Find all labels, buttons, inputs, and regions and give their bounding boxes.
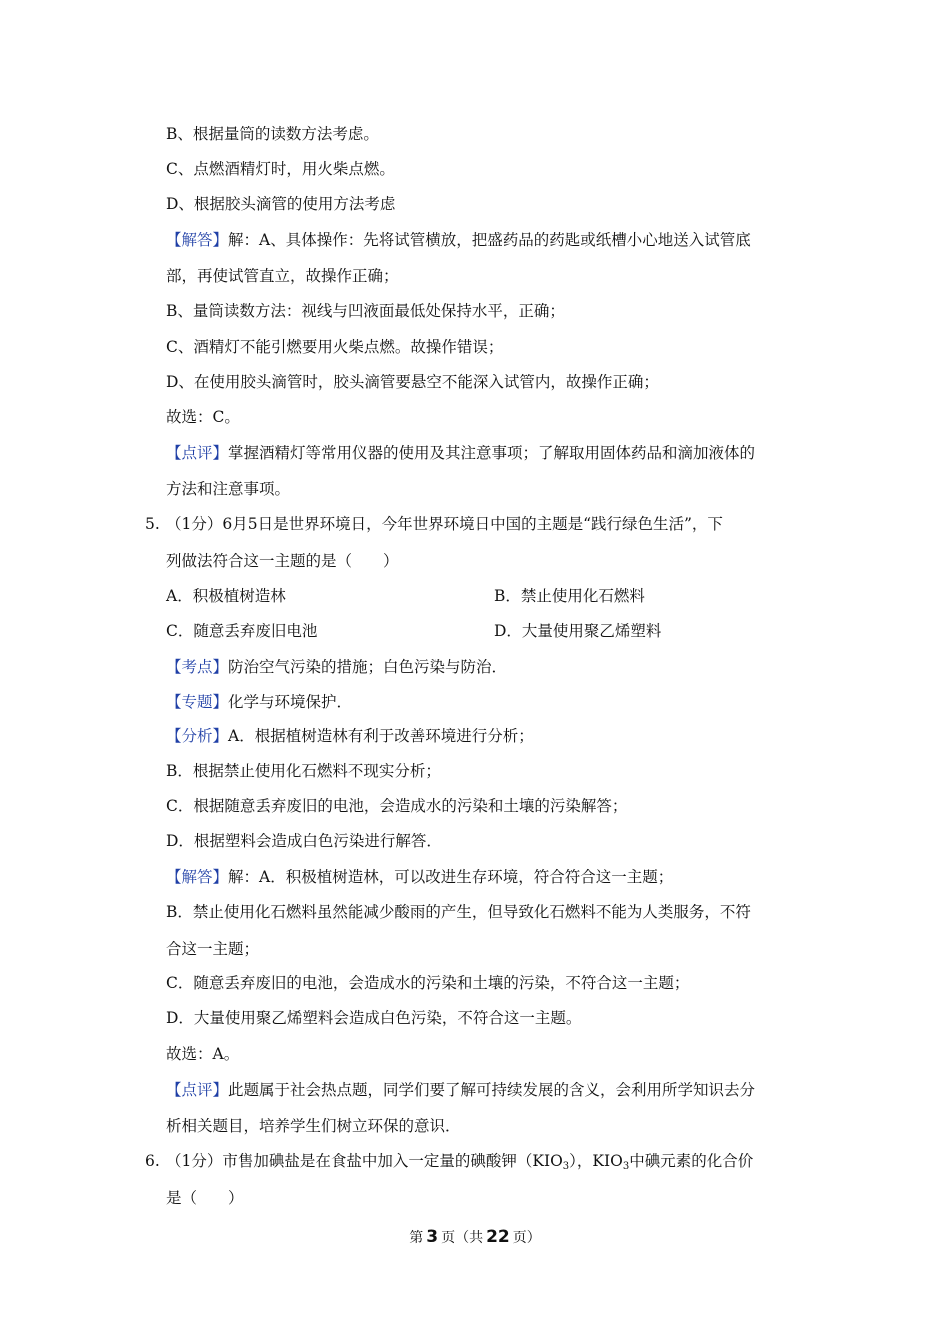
q5-review-line-2: 析相关题目，培养学生们树立环保的意识． (166, 1117, 461, 1135)
q4-review-line-1 (166, 443, 755, 463)
answer-text: 解：A．积极植树造林，可以改进生存环境，符合符合这一主题； (228, 868, 674, 886)
subscript: 3 (562, 1161, 570, 1172)
q4-answer-line-5: D、在使用胶头滴管时，胶头滴管要悬空不能深入试管内，故操作正确； (166, 373, 659, 391)
q6-stem-line-1 (145, 1151, 753, 1171)
kaodian-tag: 【考点】 (166, 658, 229, 676)
q4-choice: 故选：C。 (166, 408, 240, 426)
answer-tag: 【解答】 (166, 868, 229, 886)
answer-tag: 【解答】 (166, 231, 229, 249)
q5-option-b: B．禁止使用化石燃料 (494, 587, 645, 605)
review-tag: 【点评】 (166, 1081, 229, 1099)
stem-text-b: ），KIO (569, 1152, 623, 1170)
fenxi-text: A．根据植树造林有利于改善环境进行分析； (228, 727, 534, 745)
q5-answer-line-3: 合这一主题； (166, 940, 260, 958)
stem-text-c: 中碘元素的化合价 (629, 1152, 754, 1170)
fenxi-tag: 【分析】 (166, 727, 229, 745)
q5-fenxi-line-2: B．根据禁止使用化石燃料不现实分析； (166, 762, 441, 780)
zhuanti-text: 化学与环境保护． (228, 693, 353, 711)
q5-fenxi-line-3: C．根据随意丢弃废旧的电池，会造成水的污染和土壤的污染解答； (166, 797, 628, 815)
kaodian-text: 防治空气污染的措施；白色污染与防治． (228, 658, 508, 676)
q5-answer-line-1 (166, 867, 673, 887)
q5-option-c: C．随意丢弃废旧电池 (166, 622, 318, 640)
page-footer (0, 1227, 950, 1247)
footer-middle: 页（共 (441, 1230, 484, 1246)
question-number: 6. (145, 1152, 160, 1170)
q4-analysis-d: D、根据胶头滴管的使用方法考虑 (166, 195, 396, 213)
footer-page-number: 3 (426, 1227, 439, 1247)
q5-kaodian (166, 657, 507, 677)
footer-suffix: 页） (512, 1230, 541, 1246)
q5-fenxi-line-1 (166, 726, 534, 746)
q5-choice: 故选：A。 (166, 1045, 240, 1063)
stem-text: （1分）6月5日是世界环境日，今年世界环境日中国的主题是“践行绿色生活”，下 (166, 515, 723, 533)
q5-zhuanti (166, 692, 352, 712)
question-number: 5. (145, 515, 160, 533)
review-tag: 【点评】 (166, 444, 229, 462)
review-text: 掌握酒精灯等常用仪器的使用及其注意事项；了解取用固体药品和滴加液体的 (228, 444, 756, 462)
q5-fenxi-line-4: D．根据塑料会造成白色污染进行解答． (166, 832, 442, 850)
stem-text-a: （1分）市售加碘盐是在食盐中加入一定量的碘酸钾（KIO (166, 1152, 563, 1170)
q4-answer-line-4: C、酒精灯不能引燃要用火柴点燃。故操作错误； (166, 338, 504, 356)
zhuanti-tag: 【专题】 (166, 693, 229, 711)
review-text: 此题属于社会热点题，同学们要了解可持续发展的含义，会利用所学知识去分 (228, 1081, 756, 1099)
answer-text: 解：A、具体操作：先将试管横放，把盛药品的药匙或纸槽小心地送入试管底 (228, 231, 751, 249)
q4-analysis-c: C、点燃酒精灯时，用火柴点燃。 (166, 160, 395, 178)
q4-answer-line-1 (166, 230, 751, 250)
subscript: 3 (622, 1161, 630, 1172)
q4-answer-line-2: 部，再使试管直立，故操作正确； (166, 267, 399, 285)
q5-stem-line-1 (145, 514, 723, 534)
q4-review-line-2: 方法和注意事项。 (166, 480, 291, 498)
q5-answer-line-4: C．随意丢弃废旧的电池，会造成水的污染和土壤的污染，不符合这一主题； (166, 974, 690, 992)
q5-review-line-1 (166, 1080, 755, 1100)
footer-prefix: 第 (409, 1230, 424, 1246)
q5-stem-line-2: 列做法符合这一主题的是（ ） (166, 552, 399, 570)
q5-option-d: D．大量使用聚乙烯塑料 (494, 622, 662, 640)
q6-stem-line-2: 是（ ） (166, 1189, 244, 1207)
q4-analysis-b: B、根据量筒的读数方法考虑。 (166, 125, 379, 143)
q5-answer-line-5: D．大量使用聚乙烯塑料会造成白色污染，不符合这一主题。 (166, 1009, 582, 1027)
q5-answer-line-2: B．禁止使用化石燃料虽然能减少酸雨的产生，但导致化石燃料不能为人类服务，不符 (166, 903, 751, 921)
q4-answer-line-3: B、量筒读数方法：视线与凹液面最低处保持水平，正确； (166, 302, 565, 320)
q5-option-a: A．积极植树造林 (166, 587, 286, 605)
footer-total-pages: 22 (486, 1227, 510, 1247)
